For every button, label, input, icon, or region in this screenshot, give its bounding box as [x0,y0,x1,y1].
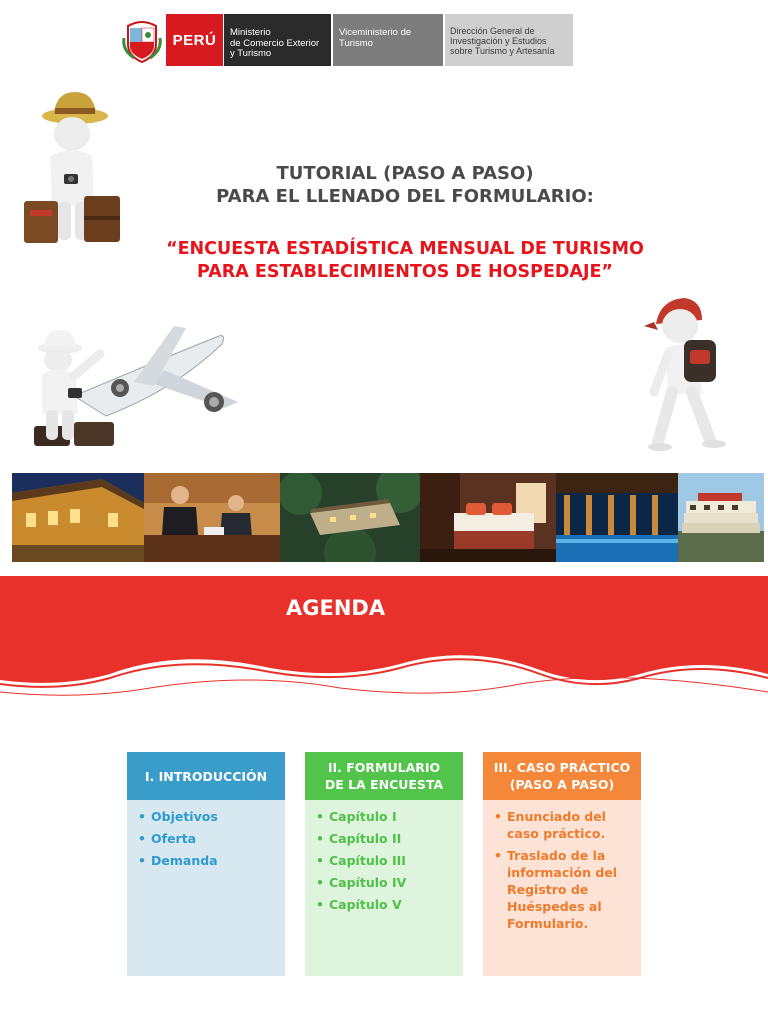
list-item: • Capítulo V [315,896,453,913]
river-cruise-boat-photo [678,473,764,562]
list-item: • Capítulo III [315,852,453,869]
card-body [483,800,641,976]
list-item: • Oferta [137,830,275,847]
hotel-bedroom-photo [420,473,556,562]
card-item-list [493,808,631,932]
agenda-card-introduccion [127,752,285,976]
card-item-list [315,808,453,913]
card-heading: III. CASO PRÁCTICO (PASO A PASO) [483,752,641,800]
list-item: • Enunciado del caso práctico. [493,808,631,842]
list-item: • Traslado de la información del Registro de Huéspedes al Formulario. [493,847,631,932]
list-item: • Capítulo I [315,808,453,825]
card-body [305,800,463,976]
direction-general-label: Dirección General de Investigación y Estudios sobre Turismo y Artesanía [445,14,573,66]
peru-brand-label: PERÚ [166,14,223,66]
government-logo-strip [118,14,573,66]
agenda-card-caso-practico [483,752,641,976]
card-item-list [137,808,275,869]
agenda-title: AGENDA [286,596,386,620]
pool-night-photo [556,473,678,562]
hospitality-photo-strip [12,473,764,562]
card-heading: II. FORMULARIO DE LA ENCUESTA [305,752,463,800]
tutorial-title: TUTORIAL (PASO A PASO) PARA EL LLENADO DEL FORMULARIO: [216,163,594,207]
tourist-with-luggage-illustration [20,86,130,246]
list-item: • Demanda [137,852,275,869]
list-item: • Capítulo II [315,830,453,847]
backpacker-walking-illustration [640,292,740,457]
hotel-reception-photo [144,473,280,562]
jungle-lodge-photo [280,473,420,562]
ministry-label: Ministerio de Comercio Exterior y Turismo [223,14,331,66]
colonial-hotel-photo [12,473,144,562]
list-item: • Capítulo IV [315,874,453,891]
vice-ministry-label: Viceministerio de Turismo [333,14,443,66]
coat-of-arms-seal-icon [118,14,166,66]
card-heading: I. INTRODUCCIÓN [127,752,285,800]
card-body [127,800,285,976]
survey-title: “ENCUESTA ESTADÍSTICA MENSUAL DE TURISMO PARA ESTABLECIMIENTOS DE HOSPEDAJE” [166,239,644,282]
agenda-card-formulario [305,752,463,976]
list-item: • Objetivos [137,808,275,825]
traveler-airplane-illustration [14,318,244,453]
